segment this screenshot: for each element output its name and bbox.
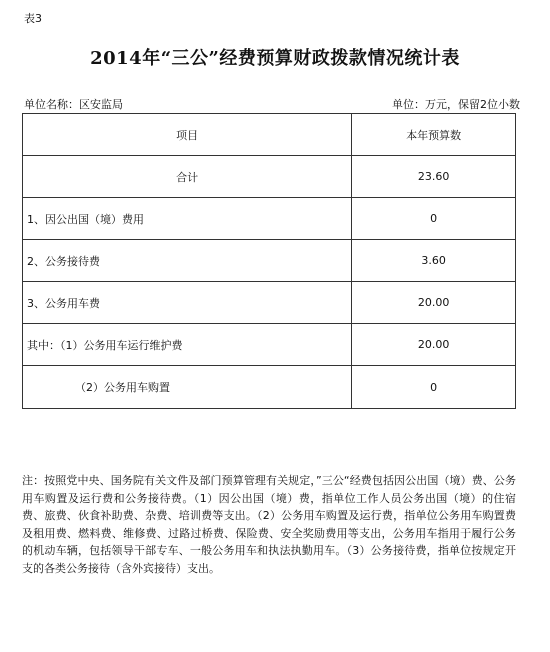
table-row-vehicle-purchase [23, 366, 516, 409]
footnote: 注：按照党中央、国务院有关文件及部门预算管理有关规定，”三公“经费包括因公出国（境）费、公务用车购置及运行费和公务接待费。（1）因公出国（境）费，指单位工作人员公务出国（境）的住宿费、旅费、伙食补助费、杂费、培训费等支出。（2）公务用车购置及运行费，指单位公务用车购置费及租用费、燃料费、维修费、过路过桥费、保险费、安全奖励费用等支出，公务用车指用于履行公务的机动车辆，包括领导干部专车、一般公务用车和执法执勤用车。（3）公务接待费，指单位按规定开支的各类公务接待（含外宾接待）支出。 [22, 474, 516, 575]
table-number: 表3 [24, 12, 42, 25]
column-header-item: 项目 [23, 114, 352, 156]
row-label-vehicle-maintenance: 其中：（1）公务用车运行维护费 [23, 324, 352, 366]
budget-table [22, 113, 516, 409]
row-label-reception: 2、公务接待费 [23, 240, 352, 282]
table-row-reception [23, 240, 516, 282]
unit-name: 单位名称：区安监局 [24, 98, 123, 111]
table-row-overseas [23, 198, 516, 240]
unit-note: 单位：万元，保留2位小数 [392, 98, 520, 111]
table-row-vehicle [23, 282, 516, 324]
row-label-total: 合计 [23, 156, 352, 198]
row-value-total: 23.60 [352, 156, 516, 198]
table-row-total [23, 156, 516, 198]
table-header-row [23, 114, 516, 156]
document-title: 2014年“三公”经费预算财政拨款情况统计表 [90, 48, 460, 69]
row-label-overseas: 1、因公出国（境）费用 [23, 198, 352, 240]
row-value-vehicle: 20.00 [352, 282, 516, 324]
column-header-budget: 本年预算数 [352, 114, 516, 156]
row-label-vehicle-purchase: （2）公务用车购置 [23, 366, 352, 409]
row-label-vehicle: 3、公务用车费 [23, 282, 352, 324]
row-value-vehicle-maintenance: 20.00 [352, 324, 516, 366]
row-value-vehicle-purchase: 0 [352, 366, 516, 409]
row-value-reception: 3.60 [352, 240, 516, 282]
table-row-vehicle-maintenance [23, 324, 516, 366]
row-value-overseas: 0 [352, 198, 516, 240]
